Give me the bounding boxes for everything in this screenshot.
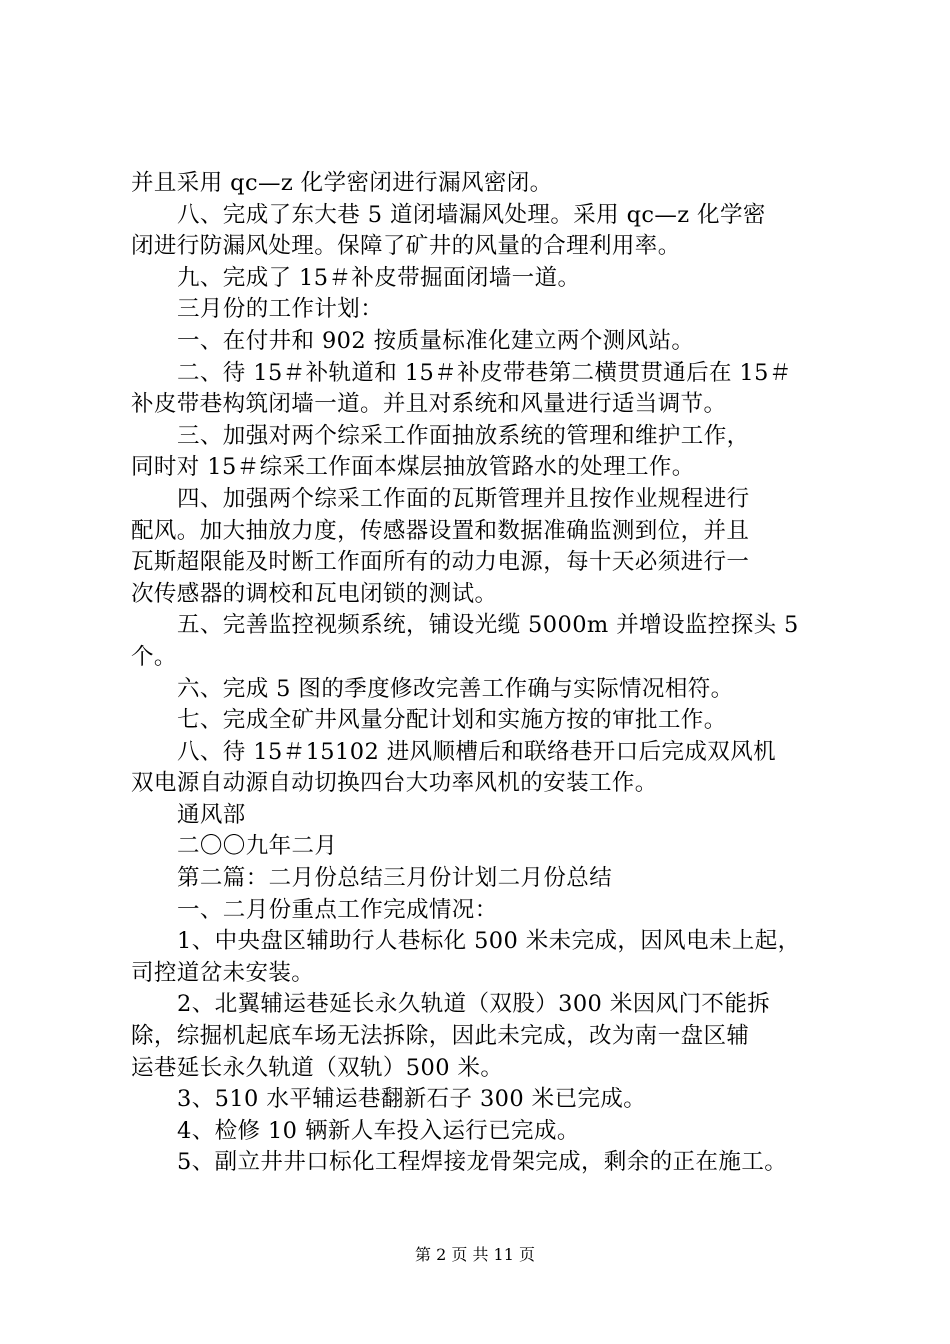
text-line: 1、中央盘区辅助行人巷标化 500 米未完成，因风电未上起，: [177, 928, 801, 955]
text-line: 九、完成了 15＃补皮带掘面闭墙一道。: [177, 264, 581, 291]
text-line: 运巷延长永久轨道（双轨）500 米。: [131, 1054, 504, 1081]
text-line: 3、510 水平辅运巷翻新石子 300 米已完成。: [177, 1086, 647, 1113]
text-line: 除，综掘机起底车场无法拆除，因此未完成，改为南一盘区辅: [131, 1023, 750, 1050]
text-line: 并且采用 qc—z 化学密闭进行漏风密闭。: [131, 170, 553, 196]
document-body: [131, 168, 851, 1179]
text-line: 同时对 15＃综采工作面本煤层抽放管路水的处理工作。: [131, 454, 695, 481]
text-line: 第二篇：二月份总结三月份计划二月份总结: [177, 865, 613, 892]
text-line: 五、完善监控视频系统，铺设光缆 5000m 并增设监控探头 5: [177, 612, 799, 639]
text-line: 七、完成全矿井风量分配计划和实施方按的审批工作。: [177, 707, 727, 734]
text-line: 四、加强两个综采工作面的瓦斯管理并且按作业规程进行: [177, 485, 750, 512]
text-line: 三、加强对两个综采工作面抽放系统的管理和维护工作，: [177, 422, 750, 449]
text-line: 个。: [131, 643, 177, 670]
text-line: 一、二月份重点工作完成情况：: [177, 896, 498, 923]
text-line: 六、完成 5 图的季度修改完善工作确与实际情况相符。: [177, 675, 734, 702]
text-line: 配风。加大抽放力度，传感器设置和数据准确监测到位，并且: [131, 517, 750, 544]
text-line: 八、待 15＃15102 进风顺槽后和联络巷开口后完成双风机: [177, 738, 777, 765]
text-line: 二、待 15＃补轨道和 15＃补皮带巷第二横贯贯通后在 15＃: [177, 359, 792, 386]
text-line: 一、在付井和 902 按质量标准化建立两个测风站。: [177, 327, 695, 354]
text-line: 闭进行防漏风处理。保障了矿井的风量的合理利用率。: [131, 233, 681, 260]
text-line: 通风部: [177, 801, 246, 828]
text-line: 八、完成了东大巷 5 道闭墙漏风处理。采用 qc—z 化学密: [177, 201, 766, 228]
text-line: 2、北翼辅运巷延长永久轨道（双股）300 米因风门不能拆: [177, 991, 771, 1018]
text-line: 5、副立井井口标化工程焊接龙骨架完成，剩余的正在施工。: [177, 1149, 788, 1176]
text-line: 司控道岔未安装。: [131, 959, 315, 986]
text-line: 瓦斯超限能及时断工作面所有的动力电源，每十天必须进行一: [131, 549, 750, 576]
page-footer: 第 2 页 共 11 页: [415, 1245, 535, 1264]
text-line: 次传感器的调校和瓦电闭锁的测试。: [131, 580, 498, 607]
text-line: 4、检修 10 辆新人车投入运行已完成。: [177, 1117, 580, 1144]
text-line: 补皮带巷构筑闭墙一道。并且对系统和风量进行适当调节。: [131, 391, 727, 418]
text-line: 二〇〇九年二月: [177, 833, 338, 860]
text-line: 双电源自动源自动切换四台大功率风机的安装工作。: [131, 770, 658, 797]
text-line: 三月份的工作计划：: [177, 296, 384, 323]
